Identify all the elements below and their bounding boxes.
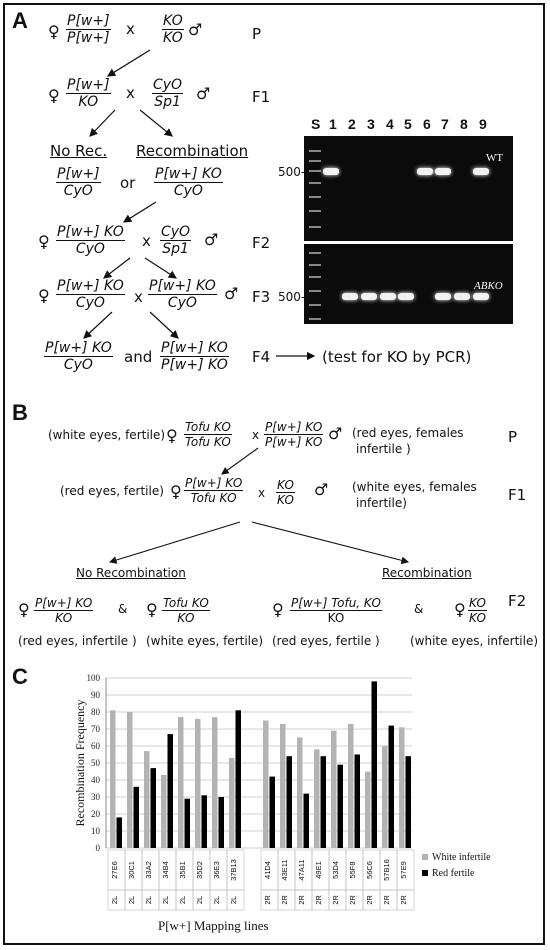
gel-band — [435, 293, 451, 300]
f2-female-genotype: P[w+] KO CyO — [57, 224, 124, 257]
female-symbol: ♀ — [146, 600, 158, 619]
bar-red-fertile — [287, 756, 293, 848]
bar-red-fertile — [185, 799, 191, 848]
y-tick-label: 90 — [91, 690, 100, 700]
no-recombination-label: No Rec. — [50, 142, 108, 160]
female-symbol: ♀ — [170, 482, 182, 501]
ladder-band — [309, 276, 321, 278]
bar-white-infertile — [297, 738, 303, 849]
f3-male-genotype: P[w+] KO CyO — [149, 278, 216, 311]
gel-lane-label: 3 — [367, 116, 375, 132]
bar-white-infertile — [348, 724, 354, 848]
and-label: and — [124, 348, 153, 366]
ladder-band — [309, 304, 321, 306]
chromosome-label: 2L — [127, 895, 136, 905]
generation-label: F1 — [252, 88, 271, 106]
male-symbol: ♂ — [188, 20, 203, 39]
x-tick-label: 37B13 — [229, 859, 238, 881]
chromosome-label: 2L — [144, 895, 153, 905]
y-tick-label: 40 — [91, 775, 100, 785]
x-tick-label: 56C6 — [365, 861, 374, 879]
gel-lane-label: 1 — [329, 116, 337, 132]
f1-female-genotype: $\frac{P[w+]}{KO}$ — [67, 77, 110, 110]
y-tick-label: 100 — [86, 673, 100, 683]
bar-red-fertile — [134, 787, 140, 848]
ladder-band — [309, 196, 321, 198]
bar-red-fertile — [304, 794, 310, 848]
f2-male-genotype: CyO Sp1 — [161, 224, 191, 257]
recombination-chart — [0, 664, 550, 944]
chromosome-label: 2L — [229, 895, 238, 905]
chromosome-label: 2R — [297, 895, 306, 905]
recombination-label: Recombination — [136, 142, 249, 160]
bar-white-infertile — [263, 721, 269, 849]
gel-lane-label: 4 — [386, 116, 394, 132]
x-tick-label: 55F8 — [348, 861, 357, 879]
bar-red-fertile — [406, 756, 412, 848]
bar-white-infertile — [212, 717, 218, 848]
f1-female-genotype-b: P[w+] KO Tofu KO — [185, 476, 243, 505]
f1-female-phenotype: (red eyes, fertile) — [60, 484, 164, 498]
x-tick-label: 34B4 — [161, 861, 170, 879]
cross-symbol: x — [126, 84, 135, 102]
ladder-band — [309, 264, 321, 266]
f2-phenotype-2: (white eyes, fertile) — [146, 634, 264, 648]
chromosome-label: 2R — [348, 895, 357, 905]
gel-lane-label: 8 — [460, 116, 468, 132]
chromosome-label: 2L — [195, 895, 204, 905]
x-tick-label: 53D4 — [331, 861, 340, 879]
cross-symbol: x — [134, 288, 143, 306]
f2-phenotype-1: (red eyes, infertile ) — [18, 634, 137, 648]
chromosome-label: 2L — [178, 895, 187, 905]
gel-band — [361, 293, 377, 300]
ladder-band — [309, 252, 321, 254]
female-symbol: ♀ — [18, 600, 30, 619]
gel-band — [435, 168, 451, 175]
bar-white-infertile — [399, 727, 405, 848]
p-female-genotype: $\frac{P[w+]}{P[w+]}$ — [67, 13, 110, 46]
generation-label: F2 — [508, 592, 527, 610]
f1-male-phenotype-1: (white eyes, females — [352, 480, 477, 494]
wt-gel-label: WT — [486, 152, 504, 164]
bar-white-infertile — [314, 749, 320, 848]
chromosome-label: 2L — [110, 895, 119, 905]
male-symbol: ♂ — [328, 424, 343, 443]
bar-red-fertile — [270, 777, 276, 848]
ladder-band — [309, 210, 321, 212]
y-tick-label: 80 — [91, 707, 100, 717]
female-symbol: ♀ — [48, 86, 60, 105]
y-tick-label: 30 — [91, 792, 100, 802]
ladder-band — [309, 182, 321, 184]
bar-red-fertile — [168, 734, 174, 848]
bar-white-infertile — [280, 724, 286, 848]
bar-red-fertile — [236, 710, 242, 848]
x-tick-label: 57B16 — [382, 859, 391, 881]
bar-red-fertile — [389, 726, 395, 848]
bar-white-infertile — [144, 751, 150, 848]
gel-lane-label: 5 — [404, 116, 412, 132]
marker-label-top: 500- — [278, 165, 306, 179]
f1-male-phenotype-2: infertile) — [356, 496, 407, 510]
ampersand: & — [118, 602, 128, 616]
gel-band — [473, 293, 489, 300]
legend-swatch — [422, 870, 428, 876]
f1-male-genotype-b: $\frac{KO}{KO}$ — [277, 478, 294, 507]
chromosome-label: 2R — [263, 895, 272, 905]
generation-label: F3 — [252, 288, 271, 306]
x-tick-label: 35B1 — [178, 861, 187, 879]
ladder-band — [309, 160, 321, 162]
p-male-genotype: $\frac{KO}{KO}$ — [163, 13, 183, 46]
ampersand: & — [414, 602, 424, 616]
bar-red-fertile — [372, 681, 378, 848]
ladder-band — [309, 226, 321, 228]
cross-symbol: x — [142, 232, 151, 250]
bar-white-infertile — [161, 775, 167, 848]
abko-gel-label: ABKO — [474, 280, 503, 292]
gel-lane-label: 9 — [479, 116, 487, 132]
p-female-phenotype: (white eyes, fertile) — [48, 428, 166, 442]
x-tick-label: 30C1 — [127, 861, 136, 879]
bar-white-infertile — [331, 731, 337, 848]
cross-symbol: x — [252, 428, 260, 442]
chromosome-label: 2R — [365, 895, 374, 905]
female-symbol: ♀ — [166, 426, 178, 445]
bar-white-infertile — [127, 712, 133, 848]
chromosome-label: 2L — [212, 895, 221, 905]
panel-a-letter: A — [12, 8, 28, 33]
bar-red-fertile — [338, 765, 344, 848]
cross-symbol: x — [126, 20, 135, 38]
x-tick-label: 35D2 — [195, 861, 204, 879]
x-tick-label: 27E6 — [110, 861, 119, 879]
gel-lane-label: S — [311, 116, 321, 132]
recombination-label: Recombination — [382, 566, 472, 580]
male-symbol: ♂ — [314, 480, 329, 499]
female-symbol: ♀ — [38, 286, 50, 305]
y-tick-label: 20 — [91, 809, 100, 819]
ladder-band — [309, 170, 321, 172]
y-tick-label: 0 — [95, 843, 100, 853]
p-female-genotype-b: Tofu KO Tofu KO — [185, 420, 231, 449]
gel-band — [323, 168, 339, 175]
gel-band — [380, 293, 396, 300]
bar-red-fertile — [219, 797, 225, 848]
gel-band — [473, 168, 489, 175]
x-tick-label: 41D4 — [263, 861, 272, 879]
y-tick-label: 50 — [91, 758, 100, 768]
f1-male-genotype: CyO Sp1 — [153, 77, 183, 110]
ladder-band — [309, 150, 321, 152]
rec-genotype: P[w+] KO CyO — [155, 166, 222, 199]
bar-white-infertile — [382, 746, 388, 848]
female-symbol: ♀ — [454, 600, 466, 619]
no-recombination-label: No Recombination — [76, 566, 186, 580]
panel-c-letter: C — [12, 664, 28, 689]
x-tick-label: 33A2 — [144, 861, 153, 879]
y-axis-title: Recombination Frequency — [73, 699, 87, 827]
f2-genotype-2: Tofu KO KO — [163, 596, 209, 625]
gel-band — [342, 293, 358, 300]
male-symbol: ♂ — [196, 84, 211, 103]
x-tick-label: 36E3 — [212, 861, 221, 879]
ladder-band — [309, 318, 321, 320]
pcr-test-label: (test for KO by PCR) — [322, 348, 472, 366]
legend-label: White infertile — [432, 852, 491, 863]
marker-label-bottom: 500- — [278, 290, 306, 304]
ladder-band — [309, 290, 321, 292]
y-tick-label: 70 — [91, 724, 100, 734]
gel-separator — [304, 241, 513, 244]
chromosome-label: 2R — [331, 895, 340, 905]
x-axis-title: P[w+] Mapping lines — [158, 918, 269, 933]
y-tick-label: 60 — [91, 741, 100, 751]
p-male-phenotype-1: (red eyes, females — [352, 426, 464, 440]
generation-label: F4 — [252, 348, 271, 366]
f4-genotype-2: $\frac{P[w+] KO}{P[w+] KO}$ — [161, 340, 228, 373]
x-tick-label: 47A11 — [297, 859, 306, 881]
bar-white-infertile — [229, 758, 235, 848]
generation-label: F1 — [508, 486, 527, 504]
f2-genotype-4: $\frac{KO}{KO}$ — [469, 596, 486, 625]
female-symbol: ♀ — [38, 232, 50, 251]
chromosome-label: 2R — [314, 895, 323, 905]
bar-white-infertile — [178, 717, 184, 848]
bar-red-fertile — [355, 755, 361, 849]
x-tick-label: 49E1 — [314, 861, 323, 879]
x-tick-label: 43E11 — [280, 859, 289, 881]
gel-lane-label: 7 — [441, 116, 449, 132]
male-symbol: ♂ — [204, 230, 219, 249]
y-tick-label: 10 — [91, 826, 100, 836]
bar-red-fertile — [202, 795, 208, 848]
chromosome-label: 2R — [280, 895, 289, 905]
f4-genotype-1: P[w+] KO CyO — [45, 340, 112, 373]
f2-genotype-1: $\frac{P[w+] KO}{KO}$ — [35, 596, 93, 625]
chromosome-label: 2R — [382, 895, 391, 905]
male-symbol: ♂ — [224, 284, 239, 303]
female-symbol: ♀ — [48, 22, 60, 41]
bar-white-infertile — [365, 772, 371, 849]
panel-b-letter: B — [12, 400, 28, 425]
bar-red-fertile — [321, 756, 327, 848]
f3-female-genotype: P[w+] KO CyO — [57, 278, 124, 311]
or-label: or — [120, 174, 136, 192]
generation-label: F2 — [252, 234, 271, 252]
no-rec-genotype: P[w+] CyO — [57, 166, 100, 199]
gel-lane-label: 6 — [423, 116, 431, 132]
female-symbol: ♀ — [272, 600, 284, 619]
chromosome-label: 2R — [399, 895, 408, 905]
panel-b-arrows — [0, 400, 550, 570]
generation-label: P — [252, 25, 262, 43]
legend-label: Red fertile — [432, 868, 475, 879]
legend-swatch — [422, 854, 428, 860]
p-male-phenotype-2: infertile ) — [356, 442, 411, 456]
chromosome-label: 2L — [161, 895, 170, 905]
gel-lane-label: 2 — [348, 116, 356, 132]
f2-phenotype-4: (white eyes, infertile) — [410, 634, 539, 648]
f2-phenotype-3: (red eyes, fertile ) — [272, 634, 380, 648]
gel-band — [454, 293, 470, 300]
cross-symbol: x — [258, 486, 266, 500]
f2-genotype-3: P[w+] Tofu, KO KO — [291, 596, 381, 625]
bar-red-fertile — [151, 768, 157, 848]
gel-band — [417, 168, 433, 175]
p-male-genotype-b: $\frac{P[w+] KO}{P[w+] KO}$ — [265, 420, 323, 449]
bar-white-infertile — [195, 719, 201, 848]
x-tick-label: 57E9 — [399, 861, 408, 879]
bar-white-infertile — [110, 710, 116, 848]
gel-band — [398, 293, 414, 300]
bar-red-fertile — [117, 817, 123, 848]
generation-label: P — [508, 428, 518, 446]
